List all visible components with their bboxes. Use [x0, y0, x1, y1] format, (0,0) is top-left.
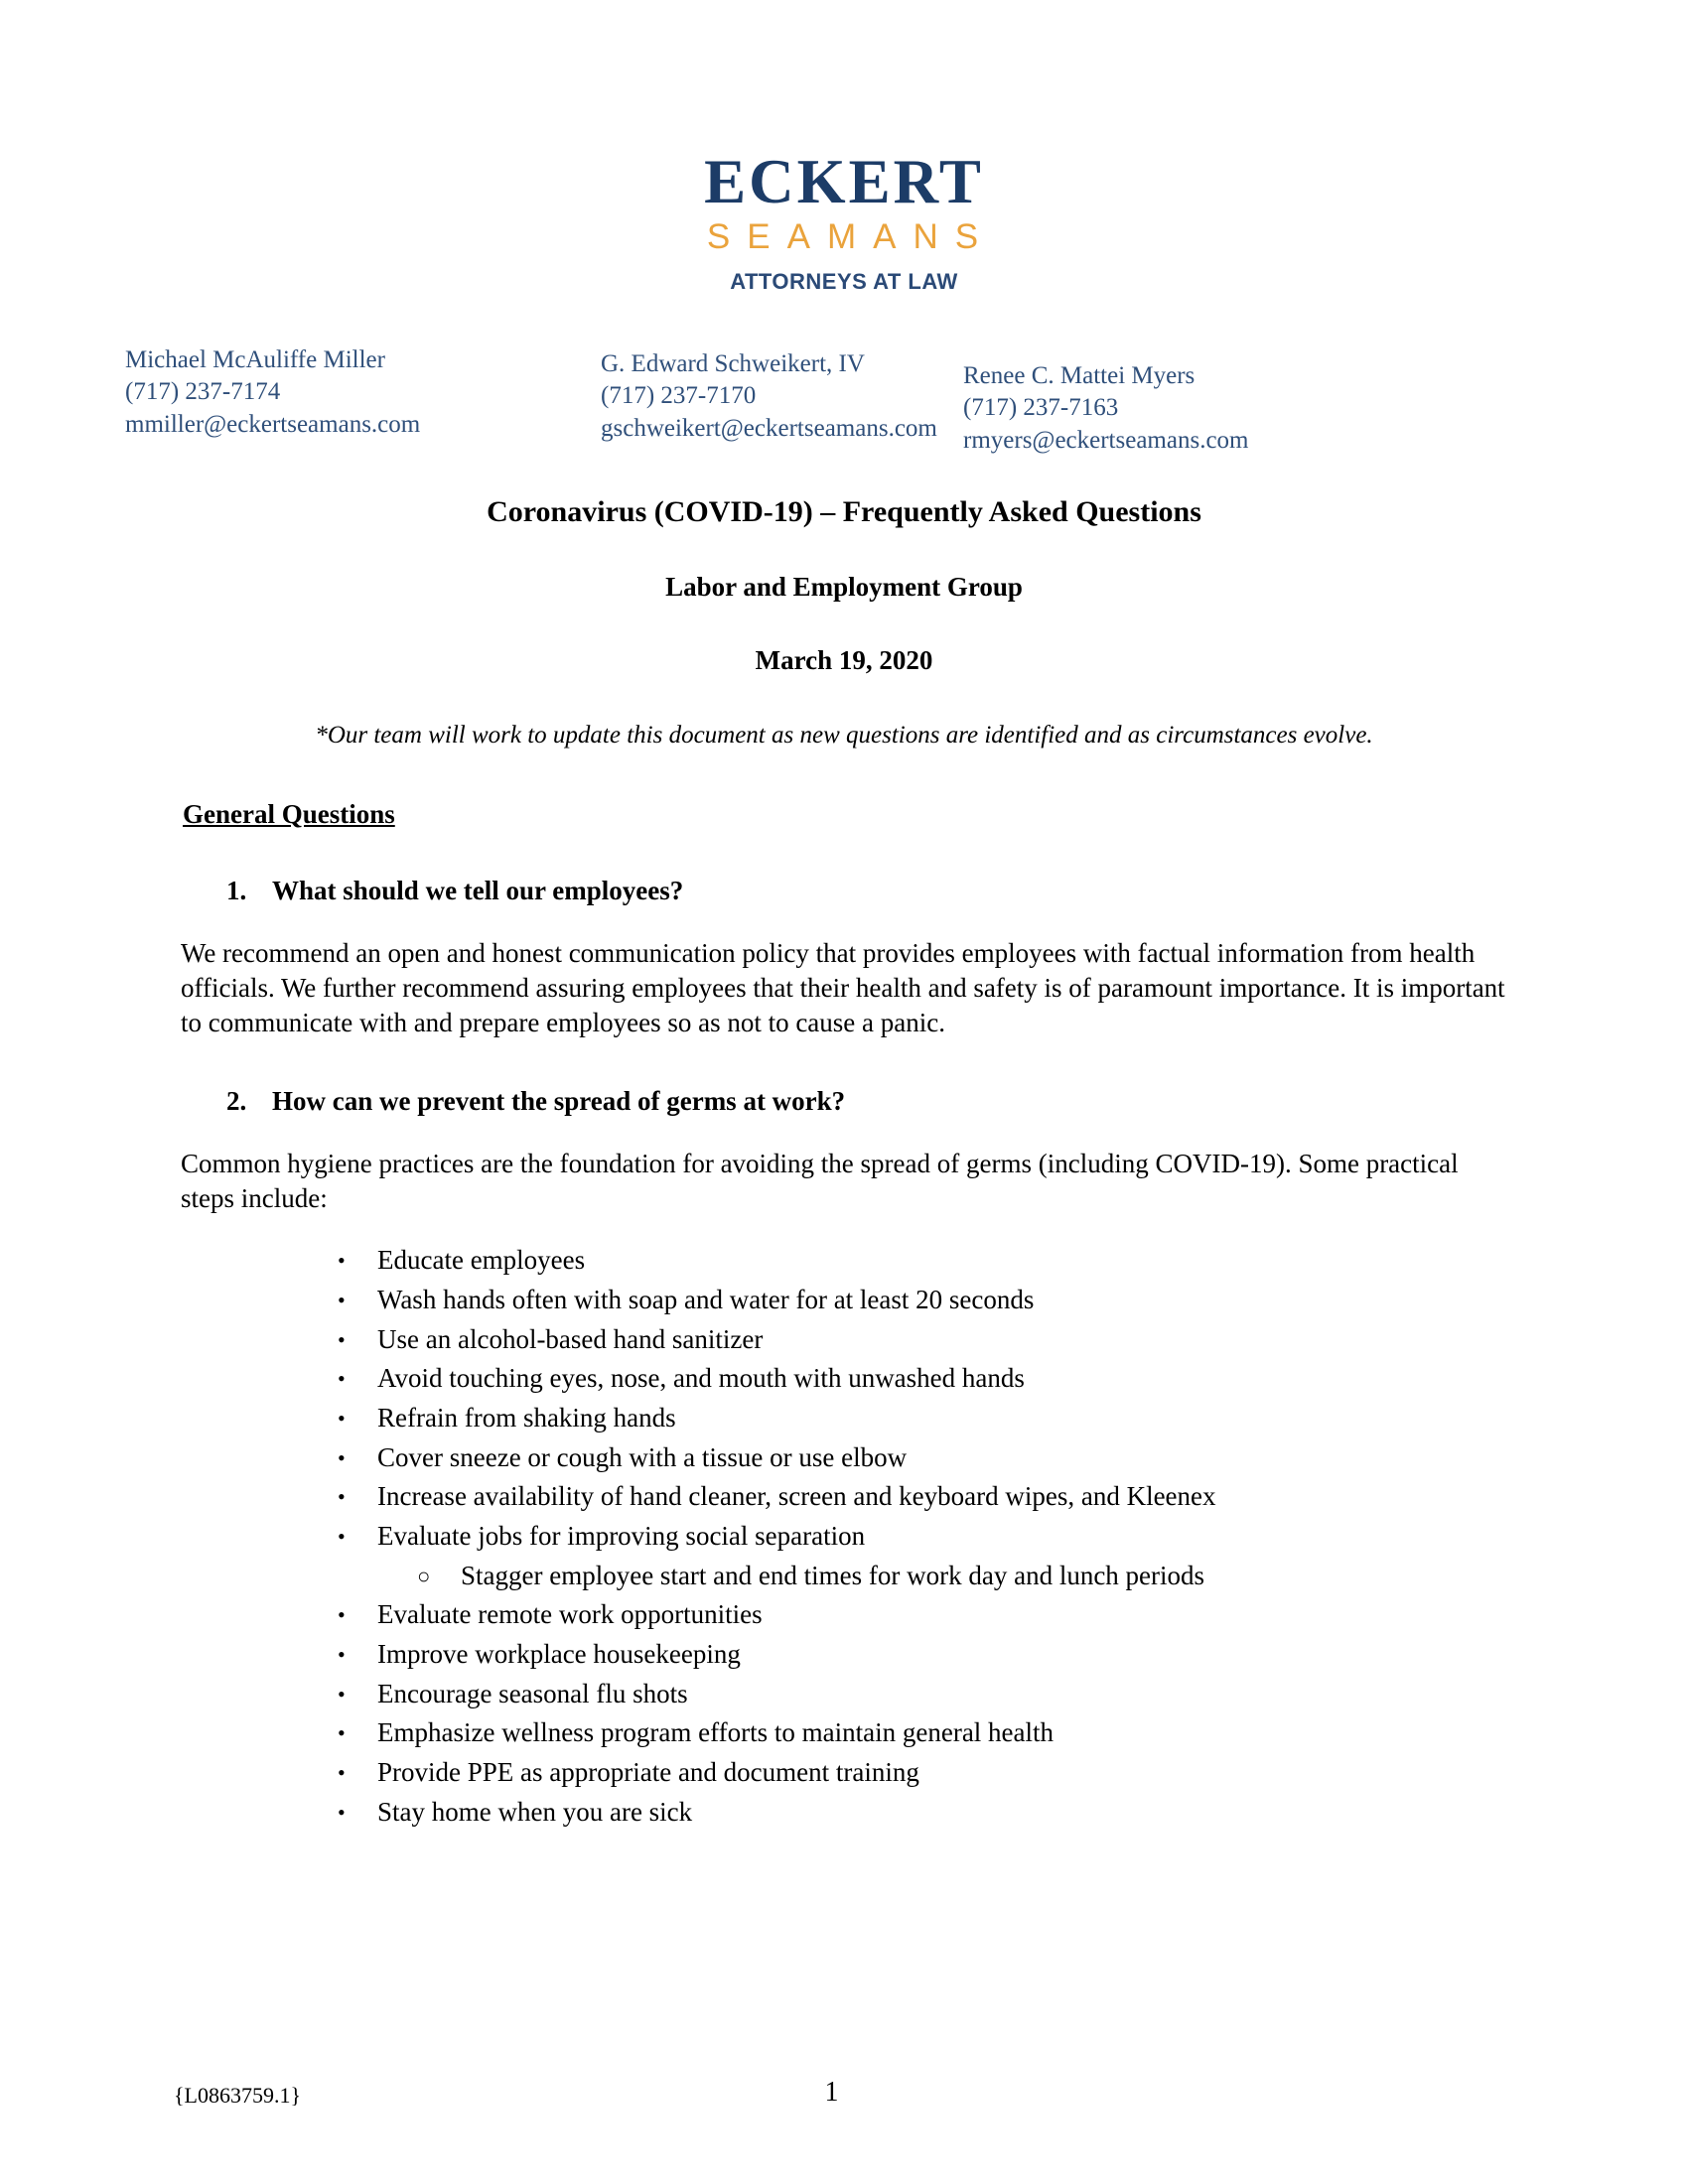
bullet-icon: •: [338, 1326, 346, 1352]
list-item: [179, 1443, 1509, 1473]
list-item-label: Evaluate remote work opportunities: [377, 1599, 763, 1630]
list-item: [179, 1325, 1509, 1355]
question-number: 2.: [226, 1086, 247, 1117]
contact-block-2: [601, 348, 937, 446]
bullet-icon: •: [338, 1366, 346, 1392]
question-number: 1.: [226, 875, 247, 905]
list-item: [179, 1798, 1509, 1828]
list-item-label: Provide PPE as appropriate and document training: [377, 1757, 919, 1788]
list-item-label: Emphasize wellness program efforts to maintain general health: [377, 1717, 1055, 1748]
list-item-label: Stay home when you are sick: [377, 1796, 693, 1827]
page-footer: [0, 2077, 1688, 2116]
firm-logo: [566, 0, 1122, 293]
sub-list-item: [179, 1562, 1509, 1591]
list-item: [179, 1522, 1509, 1552]
document-subtitle: Labor and Employment Group: [665, 571, 1023, 602]
contact-phone[interactable]: (717) 237-7174: [125, 378, 281, 406]
list-item-label: Increase availability of hand cleaner, screen and keyboard wipes, and Kleenex: [377, 1481, 1216, 1512]
list-item: [179, 1246, 1509, 1276]
bullet-icon: •: [338, 1799, 346, 1825]
list-item: [179, 1404, 1509, 1433]
logo-secondary-text: SEAMANS: [706, 217, 996, 256]
bullet-icon: •: [338, 1602, 346, 1628]
document-date: March 19, 2020: [755, 644, 933, 675]
bullet-icon: •: [338, 1524, 346, 1550]
contact-block-1: [125, 344, 420, 442]
bullet-icon: •: [338, 1642, 346, 1668]
list-item-label: Stagger employee start and end times for work day and lunch periods: [461, 1560, 1205, 1590]
list-item-label: Use an alcohol-based hand sanitizer: [377, 1323, 764, 1354]
list-item-label: Avoid touching eyes, nose, and mouth with unwashed hands: [377, 1363, 1025, 1394]
bullet-icon: •: [338, 1405, 346, 1431]
logo-tagline: ATTORNEYS AT LAW: [730, 268, 958, 294]
footer-document-id: {L0863759.1}: [174, 2083, 302, 2108]
section-heading-general-questions: General Questions: [183, 798, 395, 829]
update-note: *Our team will work to update this document as new questions are identified and as circumstances evolve.: [315, 721, 1373, 749]
contact-email[interactable]: gschweikert@eckertseamans.com: [601, 414, 937, 442]
contact-block-3: [963, 360, 1249, 458]
contact-name: Renee C. Mattei Myers: [963, 361, 1196, 389]
list-item-label: Evaluate jobs for improving social separation: [377, 1521, 866, 1552]
list-item-label: Improve workplace housekeeping: [377, 1639, 741, 1670]
list-item: [179, 1680, 1509, 1709]
question-1: [226, 876, 1509, 906]
bullet-icon: •: [338, 1681, 346, 1706]
footer-page-number: 1: [824, 2077, 839, 2108]
list-item: [179, 1364, 1509, 1394]
bullet-icon: •: [338, 1287, 346, 1312]
hollow-bullet-icon: ○: [417, 1563, 431, 1588]
bullet-icon: •: [338, 1720, 346, 1746]
bullet-icon: •: [338, 1484, 346, 1510]
list-item: [179, 1600, 1509, 1630]
contact-email[interactable]: mmiller@eckertseamans.com: [125, 410, 421, 438]
bullet-icon: •: [338, 1248, 346, 1274]
list-item: [179, 1718, 1509, 1748]
list-item: [179, 1286, 1509, 1315]
question-2: [226, 1086, 1509, 1117]
hygiene-steps-list: [179, 1246, 1509, 1827]
bullet-icon: •: [338, 1760, 346, 1786]
contact-email[interactable]: rmyers@eckertseamans.com: [963, 426, 1249, 454]
contact-name: Michael McAuliffe Miller: [125, 345, 385, 373]
list-item-label: Encourage seasonal flu shots: [377, 1678, 688, 1708]
contact-name: G. Edward Schweikert, IV: [601, 349, 865, 377]
answer-1: We recommend an open and honest communication policy that provides employees with factual information from health officials. We further recommend assuring employees that their health and safety is of paramount importance. It is important to communicate with and prepare employees so as not to cause a panic.: [181, 937, 1505, 1037]
list-item-label: Educate employees: [377, 1245, 586, 1276]
page-title: Coronavirus (COVID-19) – Frequently Asked Questions: [487, 494, 1201, 528]
list-item: [179, 1482, 1509, 1512]
list-item: [179, 1758, 1509, 1788]
contact-phone[interactable]: (717) 237-7163: [963, 394, 1119, 422]
bullet-icon: •: [338, 1444, 346, 1470]
question-text: How can we prevent the spread of germs at work?: [272, 1086, 846, 1117]
contact-phone[interactable]: (717) 237-7170: [601, 382, 757, 410]
list-item-label: Wash hands often with soap and water for at least 20 seconds: [377, 1284, 1035, 1314]
answer-2: Common hygiene practices are the foundation for avoiding the spread of germs (including COVID-19). Some practical steps include:: [181, 1149, 1459, 1214]
list-item-label: Cover sneeze or cough with a tissue or use elbow: [377, 1441, 908, 1472]
question-text: What should we tell our employees?: [272, 875, 684, 905]
list-item: [179, 1640, 1509, 1670]
list-item-label: Refrain from shaking hands: [377, 1402, 676, 1433]
logo-primary-text: ECKERT: [704, 147, 984, 216]
contact-row: [109, 344, 1579, 454]
document-body: [179, 799, 1509, 1828]
